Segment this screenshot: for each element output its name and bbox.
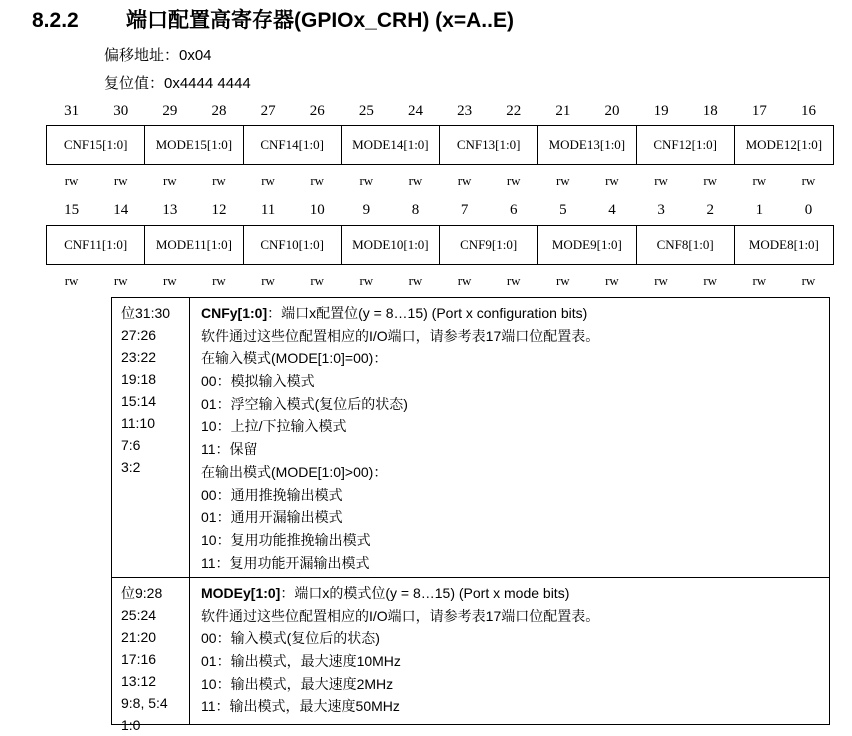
section-number: 8.2.2 [32,9,79,32]
bit-number: 6 [509,202,518,218]
access-type: rw [457,173,472,188]
bit-range: 15:14 [121,393,157,409]
bit-range-cell [112,298,190,577]
access-type: rw [162,173,177,188]
bit-range: 17:16 [121,651,157,667]
field-summary: ：端口x配置位(y = 8…15) (Port x configuration bits) [267,305,588,321]
access-type: rw [654,173,668,188]
bit-number: 26 [309,103,325,119]
bit-number: 7 [460,202,469,218]
access-type: rw [703,173,718,188]
bit-number: 1 [755,202,764,218]
bit-number: 16 [800,103,816,119]
bit-number: 3 [657,202,665,218]
access-type: rw [310,173,325,188]
access-type: rw [605,173,619,188]
bit-number: 19 [653,103,669,119]
field-name: CNFy[1:0] [201,305,268,321]
register-field: CNF12[1:0] [637,126,735,164]
description-line: 10：输出模式，最大速度2MHz [201,675,394,692]
bit-number: 10 [309,202,325,218]
description-row-cnf [112,298,829,578]
description-row-mode [112,578,829,733]
bit-number: 9 [362,202,371,218]
access-type: rw [64,173,79,188]
bit-number: 25 [358,103,374,119]
description-line: 在输出模式(MODE[1:0]>00)： [201,463,388,480]
description-cell [190,298,829,577]
bit-range: 位9:28 [121,585,163,601]
register-field: MODE14[1:0] [342,126,440,164]
access-lower [47,273,833,289]
bit-number: 0 [804,202,813,218]
section-heading [32,4,514,34]
description-line: 11：保留 [201,441,258,458]
bit-range: 19:18 [121,371,157,387]
access-type: rw [359,173,374,188]
register-field: MODE13[1:0] [538,126,636,164]
access-type: rw [113,173,128,188]
access-type: rw [359,273,374,288]
offset-address: 偏移地址：0x04 [104,47,212,64]
register-field: MODE15[1:0] [145,126,243,164]
access-type: rw [457,273,472,288]
access-type: rw [801,273,816,288]
bit-number: 11 [260,202,276,218]
bit-range-cell [112,578,190,733]
access-type: rw [654,273,668,288]
access-type: rw [752,273,767,288]
access-type: rw [212,273,226,288]
bit-range: 3:2 [121,459,141,475]
access-type: rw [555,273,570,288]
field-name: MODEy[1:0] [201,585,281,601]
access-type: rw [261,173,275,188]
description-line: 软件通过这些位配置相应的I/O端口，请参考表17端口位配置表。 [201,327,600,344]
access-type: rw [605,273,619,288]
register-field: CNF13[1:0] [440,126,538,164]
access-type: rw [408,173,423,188]
bit-number: 5 [559,202,567,218]
access-type: rw [506,173,521,188]
description-line: 00：通用推挽输出模式 [201,486,343,503]
bit-number: 28 [211,103,227,119]
bit-number: 24 [407,103,423,119]
access-type: rw [64,273,79,288]
description-line: 在输入模式(MODE[1:0]=00)： [201,350,388,367]
bit-number: 27 [260,103,276,119]
section-title: 端口配置高寄存器(GPIOx_CRH) (x=A..E) [126,9,514,32]
bit-number: 18 [702,103,718,119]
register-field: CNF10[1:0] [244,226,342,264]
register-field: MODE12[1:0] [745,137,823,152]
access-upper [47,173,833,189]
bit-range: 21:20 [121,629,157,645]
bit-number: 14 [113,202,129,218]
register-field: CNF14[1:0] [244,126,342,164]
access-type: rw [555,173,570,188]
bit-number: 8 [411,202,420,218]
bit-number: 15 [64,202,80,218]
description-line: 10：复用功能推挽输出模式 [201,531,371,548]
bit-number: 12 [211,202,227,218]
bit-range: 25:24 [121,607,157,623]
access-type: rw [703,273,718,288]
access-type: rw [212,173,226,188]
register-field: CNF15[1:0] [47,126,145,164]
access-type: rw [506,273,521,288]
access-type: rw [752,173,767,188]
register-field: MODE11[1:0] [145,226,243,264]
bit-range: 1:0 [121,717,141,733]
register-field: MODE9[1:0] [538,226,636,264]
access-type: rw [801,173,816,188]
description-line: 11：输出模式，最大速度50MHz [201,698,400,715]
description-line: 01：输出模式，最大速度10MHz [201,653,401,670]
description-line: 10：上拉/下拉输入模式 [201,418,347,435]
register-field: CNF9[1:0] [440,226,538,264]
bit-number: 13 [162,202,178,218]
bit-numbers-lower [47,201,833,219]
reset-value: 复位值：0x4444 4444 [104,75,251,92]
access-type: rw [162,273,177,288]
register-field: CNF11[1:0] [47,226,145,264]
bit-number: 30 [113,103,129,119]
field-heading [201,302,829,325]
register-field: MODE8[1:0] [748,237,819,252]
bit-range: 13:12 [121,673,157,689]
description-line: 00：输入模式(复位后的状态) [201,630,380,647]
access-type: rw [113,273,128,288]
bit-range: 9:8, 5:4 [121,695,168,711]
field-summary: ：端口x的模式位(y = 8…15) (Port x mode bits) [280,585,570,601]
description-line: 00：模拟输入模式 [201,373,315,390]
bit-number: 17 [751,103,767,119]
register-fields-upper [46,125,834,165]
description-line: 软件通过这些位配置相应的I/O端口，请参考表17端口位配置表。 [201,607,600,624]
description-line: 01：通用开漏输出模式 [201,509,343,526]
field-description-table [111,297,830,733]
access-type: rw [261,273,275,288]
bit-number: 31 [64,103,80,119]
bit-range: 7:6 [121,437,141,453]
bit-number: 2 [706,202,714,218]
description-line: 01：浮空输入模式(复位后的状态) [201,395,408,412]
register-fields-lower [46,225,834,265]
bit-range: 27:26 [121,327,157,343]
bit-number: 29 [162,103,178,119]
bit-number: 21 [555,103,571,119]
description-line: 11：复用功能开漏输出模式 [201,554,370,571]
bit-number: 23 [457,103,473,119]
bit-range: 23:22 [121,349,157,365]
bit-number: 4 [608,202,616,218]
description-cell [190,578,829,724]
bit-range: 11:10 [121,415,155,431]
bit-number: 20 [604,103,620,119]
access-type: rw [408,273,423,288]
access-type: rw [310,273,325,288]
field-heading [201,582,829,605]
bit-numbers-upper [47,102,833,120]
register-field: MODE10[1:0] [342,226,440,264]
bit-range: 位31:30 [121,305,171,321]
register-field: CNF8[1:0] [637,226,735,264]
bit-number: 22 [506,103,522,119]
